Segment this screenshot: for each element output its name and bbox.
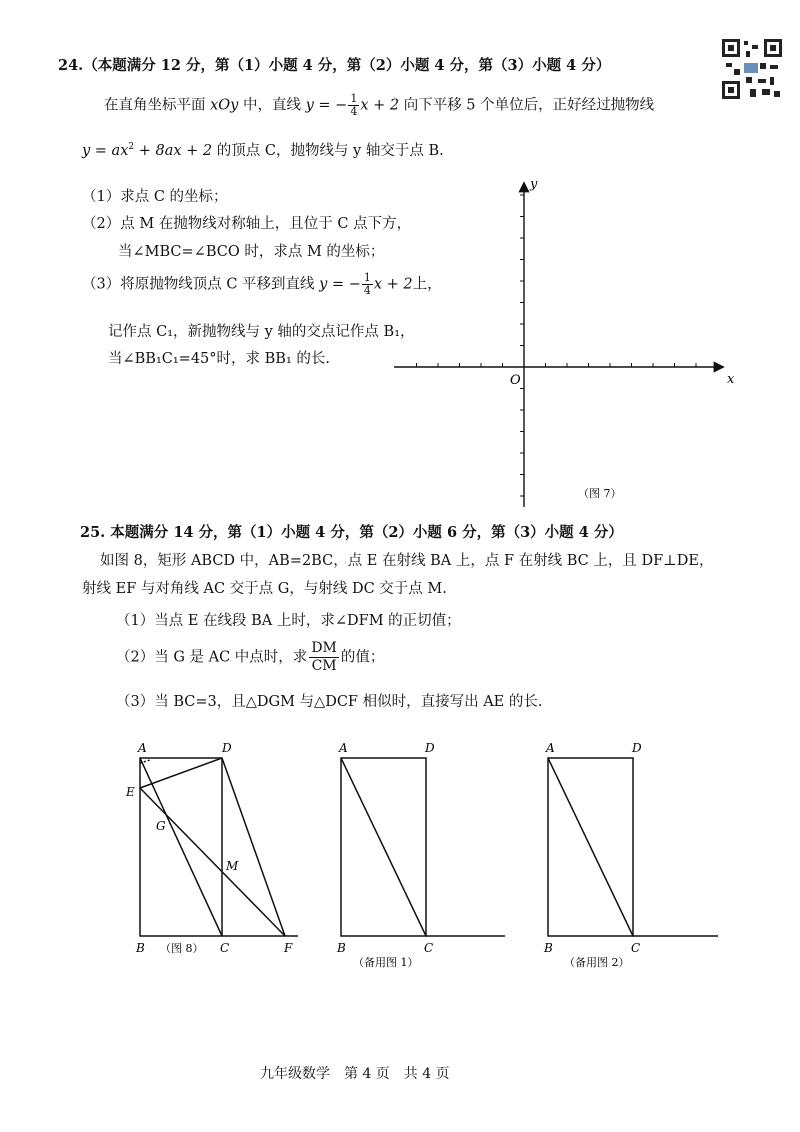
q24-intro-line2 bbox=[82, 139, 444, 160]
q24-part3-text: （3）将原抛物线顶点 C 平移到直线 bbox=[82, 276, 315, 293]
q24-part3-line2: 记作点 C₁，新抛物线与 y 轴的交点记作点 B₁， bbox=[108, 324, 415, 340]
diagonal-ac bbox=[140, 758, 222, 936]
page-footer: 九年级数学 第 4 页 共 4 页 bbox=[260, 1066, 450, 1082]
spare1-diagonal bbox=[341, 758, 426, 936]
figure-7-caption: （图 7） bbox=[578, 487, 622, 500]
q24-intro-text-b: 中，直线 bbox=[242, 97, 301, 114]
q24-parabola-b: + 8ax + 2 bbox=[134, 143, 213, 159]
spare2-point-a-label: A bbox=[546, 741, 555, 755]
q24-part3-fraction-den: 4 bbox=[363, 284, 371, 297]
spare-figure-1-caption: （备用图 1） bbox=[353, 956, 419, 969]
q24-part2-line1: （2）点 M 在抛物线对称轴上，且位于 C 点下方， bbox=[82, 216, 412, 232]
q24-line-rhs: x + 2 bbox=[360, 97, 400, 114]
spare-figure-1 bbox=[325, 730, 510, 970]
point-a-label: A bbox=[138, 741, 147, 755]
q24-part3-line3: 当∠BB₁C₁=45°时，求 BB₁ 的长. bbox=[108, 351, 330, 367]
q25-fraction-num: DM bbox=[311, 640, 337, 656]
figure-7-coordinate-plane bbox=[390, 172, 750, 512]
q25-fraction-den: CM bbox=[311, 658, 337, 674]
point-f-label: F bbox=[284, 941, 293, 955]
origin-label: O bbox=[510, 373, 521, 388]
q25-header: 25. 本题满分 14 分，第（1）小题 4 分，第（2）小题 6 分，第（3）小题 4 分） bbox=[80, 524, 623, 541]
q24-part2-line2: 当∠MBC=∠BCO 时，求点 M 的坐标； bbox=[118, 244, 385, 260]
y-axis-label: y bbox=[530, 177, 538, 192]
q25-part2-pre: （2）当 G 是 AC 中点时，求 bbox=[116, 649, 308, 666]
spare2-point-d-label: D bbox=[632, 741, 642, 755]
point-c-label: C bbox=[220, 941, 230, 955]
spare-figure-2 bbox=[530, 730, 725, 970]
q25-part3: （3）当 BC=3，且△DGM 与△DCF 相似时，直接写出 AE 的长. bbox=[116, 694, 543, 710]
q24-plane-name: xOy bbox=[210, 97, 239, 114]
x-axis-label: x bbox=[727, 372, 735, 387]
point-d-label: D bbox=[222, 741, 232, 755]
point-e-label: E bbox=[126, 785, 135, 799]
q24-intro-text-a: 在直角坐标平面 bbox=[104, 97, 206, 114]
q25-part1: （1）当点 E 在线段 BA 上时，求∠DFM 的正切值； bbox=[116, 613, 461, 629]
spare2-point-b-label: B bbox=[544, 941, 553, 955]
figure-8 bbox=[120, 730, 320, 965]
q24-intro-text-d: 的顶点 C，抛物线与 y 轴交于点 B. bbox=[216, 143, 444, 159]
point-g-label: G bbox=[156, 819, 166, 833]
q25-intro-line2: 射线 EF 与对角线 AC 交于点 G，与射线 DC 交于点 M. bbox=[82, 581, 447, 597]
point-m-label: M bbox=[226, 859, 239, 873]
segment-df bbox=[222, 758, 285, 936]
q24-part3-rhs: x + 2 bbox=[373, 276, 413, 293]
spare-figure-2-caption: （备用图 2） bbox=[564, 956, 630, 969]
q24-line-fraction bbox=[348, 93, 359, 118]
q24-part3-line1 bbox=[82, 272, 442, 297]
spare1-point-b-label: B bbox=[337, 941, 346, 955]
q25-part2-fraction bbox=[309, 640, 339, 675]
segment-de bbox=[140, 758, 222, 788]
q24-part3-tail: 上， bbox=[412, 276, 442, 293]
q24-fraction-num: 1 bbox=[350, 92, 358, 105]
spare1-point-c-label: C bbox=[424, 941, 434, 955]
q24-part3-lhs: y = − bbox=[319, 276, 361, 293]
point-b-label: B bbox=[136, 941, 145, 955]
q24-header: 24.（本题满分 12 分，第（1）小题 4 分，第（2）小题 4 分，第（3）小题 4 分） bbox=[58, 57, 611, 74]
q24-part3-fraction-num: 1 bbox=[363, 271, 371, 284]
q24-intro-text-c: 向下平移 5 个单位后，正好经过抛物线 bbox=[403, 97, 655, 114]
q25-part2 bbox=[116, 640, 384, 675]
figure-8-caption: （图 8） bbox=[160, 942, 204, 955]
spare1-point-a-label: A bbox=[339, 741, 348, 755]
q24-line-lhs: y = − bbox=[305, 97, 348, 114]
q24-part3-fraction bbox=[362, 272, 373, 297]
q24-parabola-exp: 2 bbox=[128, 142, 135, 153]
spare1-point-d-label: D bbox=[425, 741, 435, 755]
spare2-diagonal bbox=[548, 758, 633, 936]
q25-intro-line1: 如图 8，矩形 ABCD 中，AB=2BC，点 E 在射线 BA 上，点 F 在射线 BC 上，且 DF⊥DE， bbox=[100, 553, 714, 569]
q24-fraction-den: 4 bbox=[350, 105, 358, 118]
q24-part1: （1）求点 C 的坐标； bbox=[82, 189, 228, 205]
q24-parabola-a: y = ax bbox=[82, 143, 129, 159]
q25-part2-post: 的值； bbox=[340, 649, 385, 666]
qr-code-icon bbox=[720, 37, 784, 101]
spare2-point-c-label: C bbox=[631, 941, 641, 955]
q24-intro-line1 bbox=[104, 93, 654, 118]
